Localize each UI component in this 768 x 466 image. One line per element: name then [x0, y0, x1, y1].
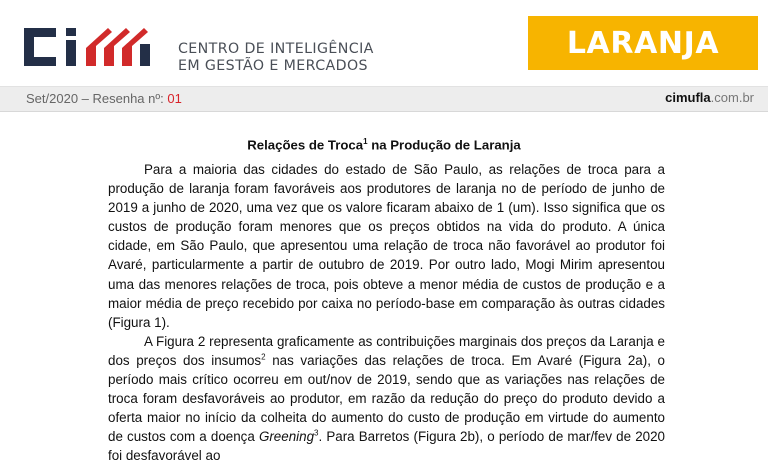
document-header: [0, 0, 768, 86]
document-body: [108, 160, 665, 466]
title-part-a: Relações de Troca: [247, 137, 364, 153]
greening-term: Greening: [258, 429, 315, 445]
issue-number: 01: [167, 91, 182, 106]
issue-bar: [0, 86, 768, 112]
footnote-ref-3: 3: [314, 428, 319, 438]
paragraph-2-text-c: . Para Barretos (Figura 2b), o período de mar/fev de 2020 foi desfavorável ao: [108, 429, 665, 464]
title-part-b: na Produção de Laranja: [367, 137, 521, 153]
website-link[interactable]: [665, 90, 754, 105]
title-footnote-ref: 1: [363, 137, 368, 146]
cim-logo-icon: [22, 20, 168, 70]
issue-info: [26, 91, 182, 106]
footnote-ref-2: 2: [261, 352, 266, 362]
paragraph-2: [108, 332, 665, 466]
paragraph-1: Para a maioria das cidades do estado de São Paulo, as relações de troca para a produção de laranja foram favoráveis aos produtores de laranja no de período de junho de 2019 a junho de 2020, uma vez que os valore ficaram abaixo de 1 (um). Isso significa que os custos de produção foram menores que os preços obtidos na vida do produto. A única cidade, em São Paulo, que apresentou uma relação de troca não favorável ao produtor foi Avaré, particularmente a partir de outubro de 2019. Por outro lado, Mogi Mirim apresentou uma das menores relações de troca, pois obteve a menor média de custos de produção e a maior média de preço recebido por caixa no período-base em comparação às outras cidades (Figura 1).: [108, 162, 665, 330]
site-name: cimufla: [665, 90, 711, 105]
document-title: [0, 137, 768, 152]
org-name-line2: EM GESTÃO E MERCADOS: [178, 58, 368, 74]
commodity-badge-label: LARANJA: [566, 25, 720, 61]
commodity-badge: [528, 16, 758, 70]
issue-prefix: Set/2020 – Resenha nº:: [26, 91, 168, 106]
paragraph-2-text-a: A Figura 2 representa graficamente as contribuições marginais dos preços da Laranja e dos preços dos insumos: [108, 333, 665, 368]
organization-name: [178, 41, 428, 75]
org-name-line1: CENTRO DE INTELIGÊNCIA: [178, 41, 374, 57]
paragraph-2-text-b: nas variações das relações de troca. Em Avaré (Figura 2a), o período mais crítico ocorreu em out/nov de 2019, sendo que as variações nas relações de troca foram desfavoráveis ao produtor, em razão da redução do preço do produto devido a oferta maior no início da colheita do aumento do custo de produção em virtude do aumento de custos com a doença: [108, 352, 665, 445]
site-domain: .com.br: [710, 90, 754, 105]
